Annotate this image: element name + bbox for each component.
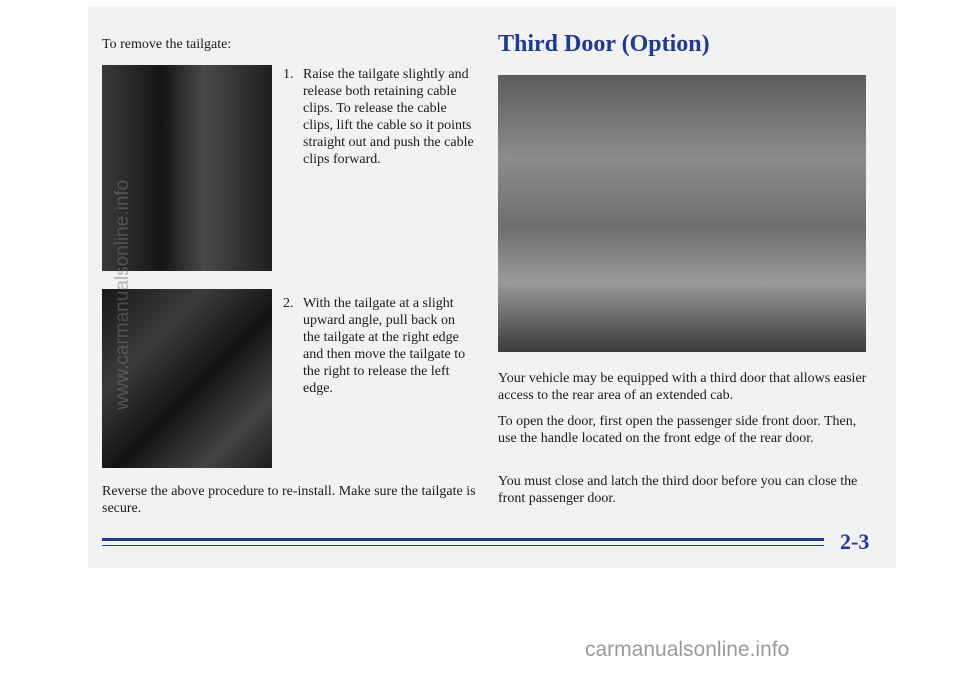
section-heading: Third Door (Option) — [498, 31, 710, 57]
side-watermark: www.carmanualsonline.info — [112, 179, 133, 410]
paragraph: To open the door, first open the passenger side front door. Then, use the handle located on the front edge of the rear door. — [498, 414, 857, 446]
step-number: 1. — [283, 67, 294, 82]
footer-rule-thin — [102, 545, 824, 546]
step-2 — [283, 295, 478, 425]
step-text: Raise the tailgate slightly and release both retaining cable clips. To release the cable clips, lift the cable so it points straight out and push the cable clips forward. — [303, 67, 474, 167]
paragraph: Your vehicle may be equipped with a third door that allows easier access to the rear area of an extended cab. — [498, 371, 867, 403]
intro-text: To remove the tailgate: — [102, 37, 232, 52]
bottom-watermark: carmanualsonline.info — [585, 638, 790, 661]
step-1 — [283, 66, 478, 196]
step-number: 2. — [283, 296, 294, 311]
page-number: 2-3 — [840, 529, 870, 554]
paragraph: You must close and latch the third door before you can close the front passenger door. — [498, 474, 858, 506]
footer-rule — [102, 538, 824, 541]
step-text: With the tailgate at a slight upward angle, pull back on the tailgate at the right edge and then move the tailgate to the right to release the left edge. — [303, 296, 466, 396]
reinstall-note: Reverse the above procedure to re-install. Make sure the tailgate is secure. — [102, 484, 476, 516]
third-door-photo — [498, 75, 866, 352]
